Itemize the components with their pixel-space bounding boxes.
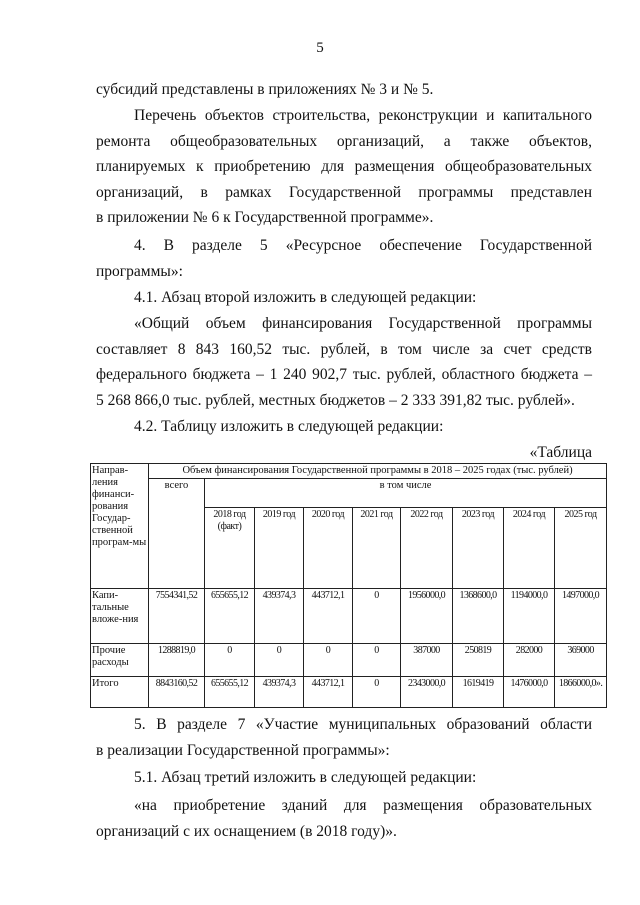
cell-total: 7554341,52 [149, 589, 205, 644]
cell-value: 250819 [453, 644, 504, 677]
text-line: «на приобретение зданий для размещения образовательных [134, 797, 592, 814]
cell-value: 387000 [401, 644, 453, 677]
paragraph-object-list [96, 103, 592, 231]
cell-value: 439374,3 [255, 677, 304, 708]
table-label: «Таблица [529, 444, 592, 461]
page-number: 5 [316, 40, 324, 56]
text-line: 5.1. Абзац третий изложить в следующей редакции: [134, 769, 477, 786]
text-line: организаций, в рамках Государственной программы представлен [96, 183, 592, 201]
year-header: 2020 год [304, 508, 353, 589]
cell-value: 0 [255, 644, 304, 677]
row-label: Капи-тальные вложе-ния [91, 589, 149, 644]
table-row [91, 589, 607, 644]
year-header: 2019 год [255, 508, 304, 589]
text-line: «Общий объем финансирования Государственной программы [134, 315, 592, 332]
row-label: Прочие расходы [91, 644, 149, 677]
text-line: в приложении № 6 к Государственной программе». [96, 209, 434, 226]
cell-value: 0 [353, 677, 401, 708]
total-header: всего [149, 479, 205, 589]
row-label: Итого [91, 677, 149, 708]
cell-value: 655655,12 [205, 677, 255, 708]
text-line: 5. В разделе 7 «Участие муниципальных образований области [134, 716, 592, 733]
year-header: 2018 год (факт) [205, 508, 255, 589]
text-line: 4. В разделе 5 «Ресурсное обеспечение Государственной [134, 237, 592, 254]
year-header: 2023 год [453, 508, 504, 589]
cell-value: 369000 [555, 644, 607, 677]
volume-header: Объем финансирования Государственной программы в 2018 – 2025 годах (тыс. рублей) [149, 464, 607, 479]
cell-value: 443712,1 [304, 589, 353, 644]
paragraph-acquisition [96, 793, 592, 844]
cell-total: 1288819,0 [149, 644, 205, 677]
paragraph-section-7 [96, 712, 592, 763]
paragraph-section-5 [96, 233, 592, 284]
paragraph-total-volume [96, 311, 592, 413]
cell-value: 1866000,0». [555, 677, 607, 708]
text-line: 5 268 866,0 тыс. рублей, местных бюджетов – 2 333 391,82 тыс. рублей». [96, 391, 575, 409]
cell-value: 1368600,0 [453, 589, 504, 644]
cell-value: 282000 [504, 644, 555, 677]
cell-value: 0 [205, 644, 255, 677]
year-header: 2021 год [353, 508, 401, 589]
text-line: ремонта общеобразовательных организаций, а также объектов, [96, 132, 592, 150]
paragraph-item-5-1 [96, 765, 592, 791]
year-header: 2022 год [401, 508, 453, 589]
cell-value: 0 [353, 589, 401, 644]
text-line: субсидий представлены в приложениях № 3 и № 5. [96, 81, 434, 98]
text-line: 4.1. Абзац второй изложить в следующей редакции: [134, 289, 477, 306]
financing-table [90, 463, 607, 708]
text-line: в реализации Государственной программы»: [96, 741, 390, 759]
cell-value: 2343000,0 [401, 677, 453, 708]
text-line: программы»: [96, 262, 183, 280]
text-line: федерального бюджета – 1 240 902,7 тыс. рублей, областного бюджета – [96, 366, 592, 383]
text-line: составляет 8 843 160,52 тыс. рублей, в том числе за счет средств [96, 340, 592, 358]
cell-value: 1497000,0 [555, 589, 607, 644]
table-row [91, 644, 607, 677]
text-line: организаций с их оснащением (в 2018 году)». [96, 822, 397, 840]
paragraph-subsidies [96, 77, 592, 103]
year-header: 2025 год [555, 508, 607, 589]
cell-value: 439374,3 [255, 589, 304, 644]
cell-value: 1956000,0 [401, 589, 453, 644]
text-line: 4.2. Таблицу изложить в следующей редакции: [134, 418, 444, 435]
paragraph-item-4-2 [96, 414, 592, 440]
paragraph-item-4-1 [96, 285, 592, 311]
text-line: Перечень объектов строительства, реконструкции и капитального [134, 107, 592, 124]
table-row [91, 677, 607, 708]
cell-value: 0 [353, 644, 401, 677]
text-line: планируемых к приобретению для размещения общеобразовательных [96, 158, 592, 175]
cell-value: 0 [304, 644, 353, 677]
cell-value: 655655,12 [205, 589, 255, 644]
cell-value: 1194000,0 [504, 589, 555, 644]
direction-header: Направ-ления финанси-рования Государ-ственной програм-мы [91, 464, 149, 589]
year-header: 2024 год [504, 508, 555, 589]
cell-value: 1619419 [453, 677, 504, 708]
cell-total: 8843160,52 [149, 677, 205, 708]
including-header: в том числе [205, 479, 607, 508]
cell-value: 443712,1 [304, 677, 353, 708]
cell-value: 1476000,0 [504, 677, 555, 708]
